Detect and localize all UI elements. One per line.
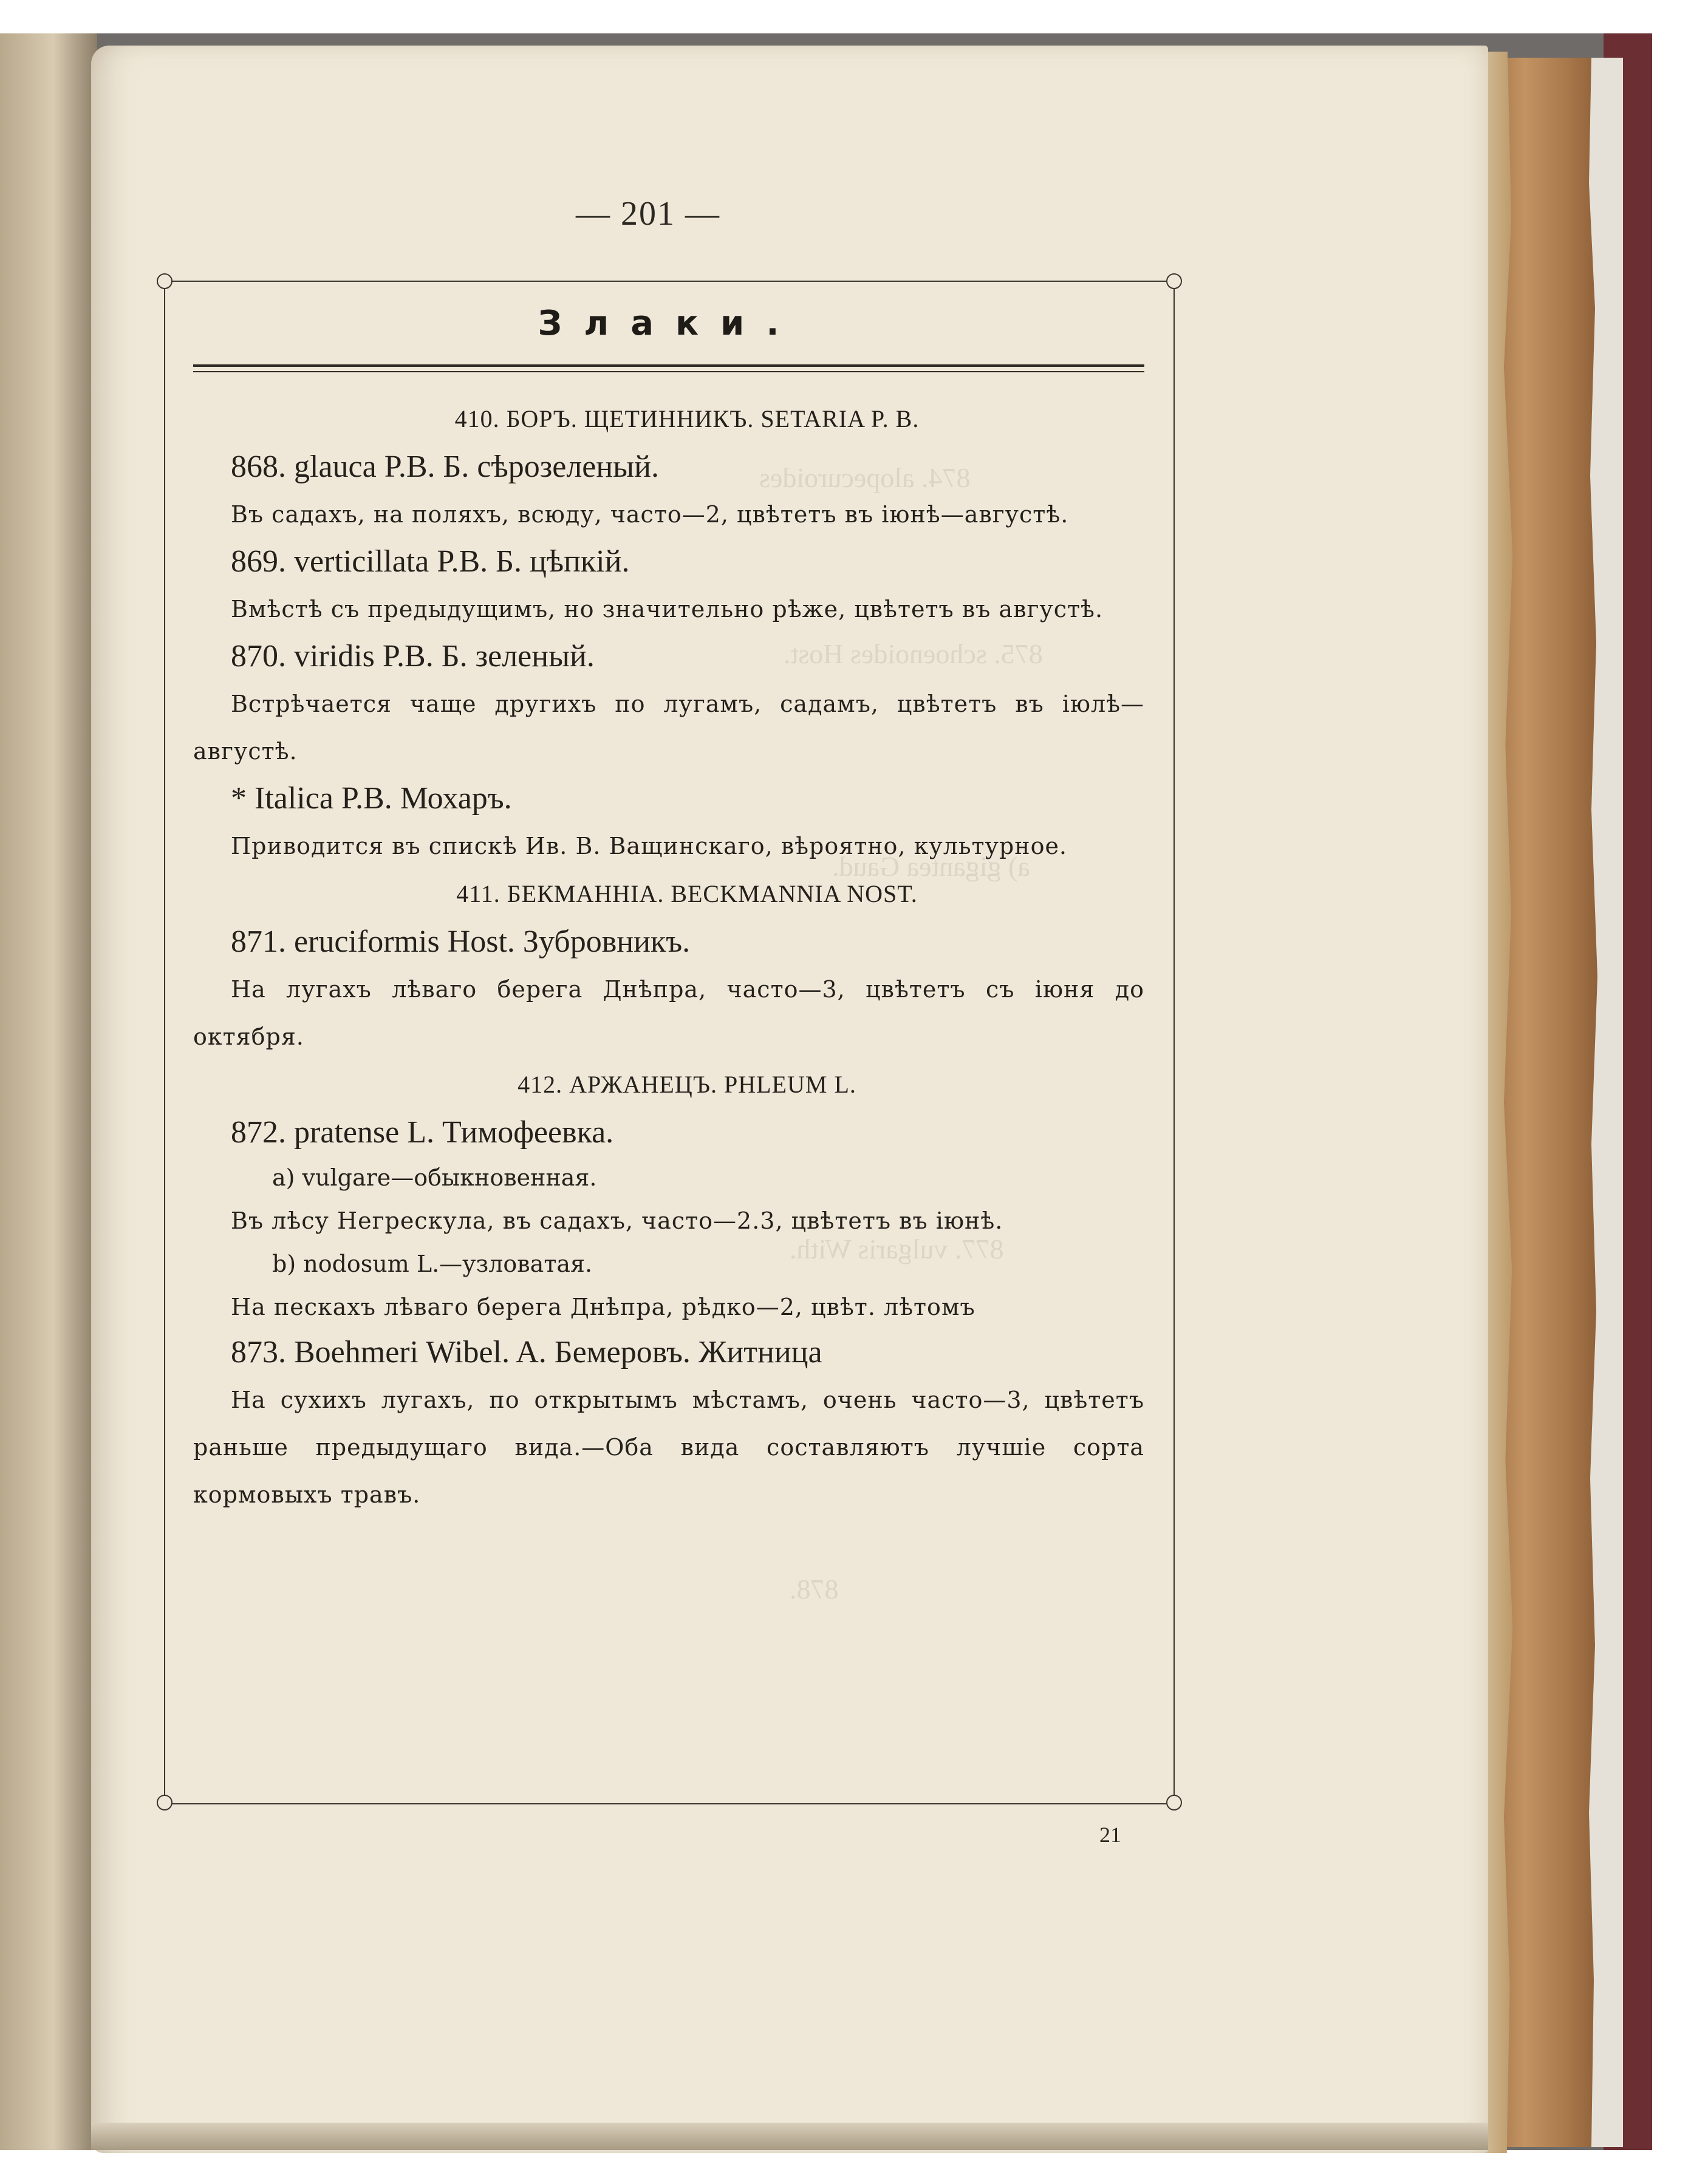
page-number: — 201 — [576, 195, 720, 233]
bleed-through-text: 878. [790, 1574, 839, 1605]
page-body [193, 395, 1144, 1518]
bleed-through-text: 874. alopecuroides [759, 462, 971, 493]
title-rule [193, 371, 1144, 372]
species-description: На лугахъ лѣваго берега Днѣпра, часто—3, цвѣтетъ съ іюня до октября. [193, 976, 1144, 1050]
frame-corner-ornament [157, 1795, 173, 1810]
frame-corner-ornament [1166, 273, 1182, 289]
frame-corner-ornament [1166, 1795, 1182, 1810]
facing-page-edge [0, 33, 97, 2150]
species-description: Приводится въ спискѣ Ив. В. Ващинскаго, вѣроятно, культурное. [231, 833, 1068, 859]
species-entry: 872. pratense L. Тимофеевка. [231, 1115, 614, 1150]
species-description: На сухихъ лугахъ, по открытымъ мѣстамъ, очень часто—3, цвѣтетъ раньше предыдущаго вида.—Оба вида составляютъ лучшіе сорта кормовыхъ травъ. [193, 1387, 1144, 1508]
species-description: На пескахъ лѣваго берега Днѣпра, рѣдко—2, цвѣт. лѣтомъ [231, 1294, 975, 1320]
title-rule [193, 364, 1144, 367]
genus-heading: 410. БОРЪ. ЩЕТИННИКЪ. SETARIA P. B. [454, 405, 920, 432]
bleed-through-text: a) gigantea Gaud. [832, 851, 1030, 882]
genus-heading: 411. БЕКМАННІА. BECKMANNIA NOST. [456, 880, 918, 907]
printer-signature-mark: 21 [1099, 1823, 1121, 1847]
species-description: Вмѣстѣ съ предыдущимъ, но значительно рѣже, цвѣтетъ въ августѣ. [231, 596, 1104, 623]
species-entry: 870. viridis P.B. Б. зеленый. [231, 639, 595, 674]
genus-heading: 412. АРЖАНЕЦЪ. PHLEUM L. [518, 1071, 856, 1098]
species-description: Въ лѣсу Негрескула, въ садахъ, часто—2.3, цвѣтетъ въ іюнѣ. [231, 1207, 1003, 1234]
species-entry: 869. verticillata P.B. Б. цѣпкій. [231, 544, 630, 579]
page-bottom-edge [91, 2123, 1488, 2150]
variety-entry: a) vulgare—обыкновенная. [272, 1164, 597, 1191]
frame-corner-ornament [157, 273, 173, 289]
species-description: Встрѣчается чаще другихъ по лугамъ, садамъ, цвѣтетъ въ іюлѣ—августѣ. [193, 691, 1144, 765]
species-entry: 873. Boehmeri Wibel. A. Бемеровъ. Житница [231, 1335, 822, 1370]
bleed-through-text: 877. vulgaris With. [790, 1234, 1004, 1264]
variety-entry: b) nodosum L.—узловатая. [272, 1251, 593, 1277]
species-description: Въ садахъ, на поляхъ, всюду, часто—2, цвѣтетъ въ іюнѣ—августѣ. [231, 501, 1069, 528]
bleed-through-text: 875. schoenoides Host. [784, 638, 1043, 669]
section-title: Злаки. [538, 304, 801, 343]
species-entry: 871. eruciformis Host. Зубровникъ. [231, 924, 691, 959]
species-entry: 868. glauca P.B. Б. сѣрозеленый. [231, 449, 659, 484]
species-entry: * Italica P.B. Мохаръ. [231, 781, 512, 816]
